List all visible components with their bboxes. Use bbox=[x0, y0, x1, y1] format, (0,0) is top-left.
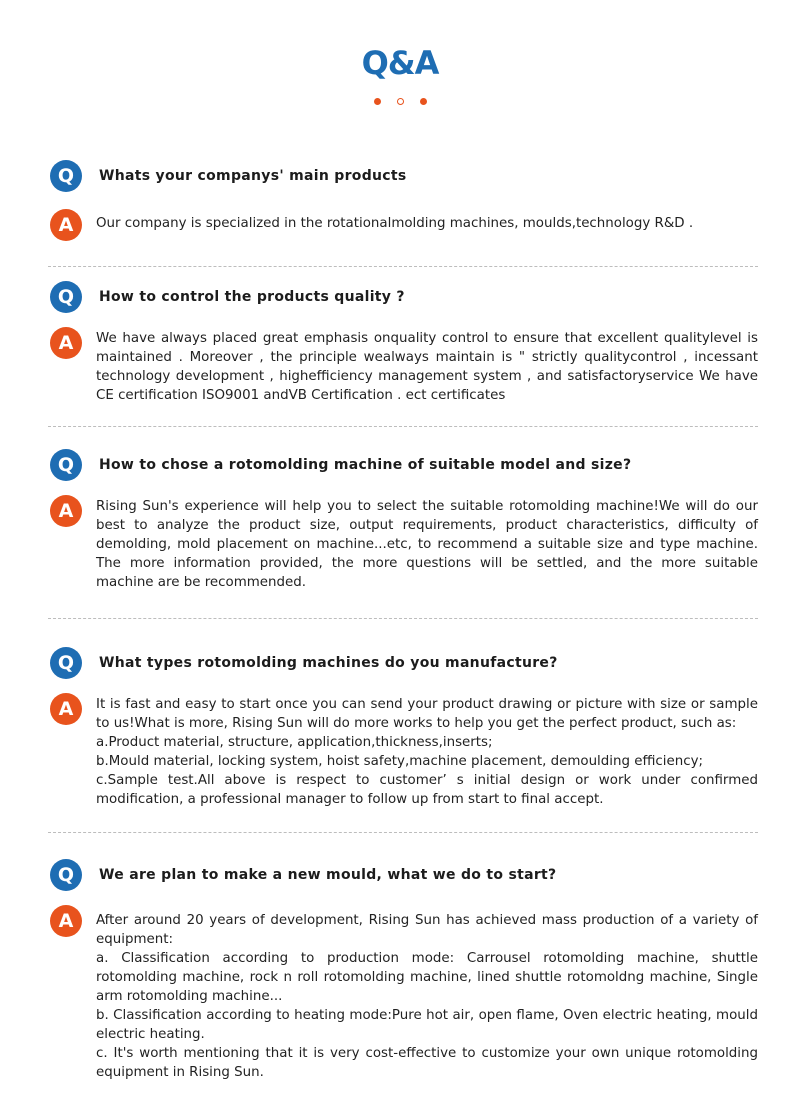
divider bbox=[48, 618, 758, 619]
dot-ring-center bbox=[397, 98, 404, 105]
answer-badge-icon: A bbox=[50, 905, 82, 937]
answer-line: We have always placed great emphasis onquality control to ensure that excellent qualitylevel is maintained . Moreover , the principle wealways maintain is " strictly qualitycontrol , incessant technology development , highefficiency management system , and satisfactoryservice We have CE certification ISO9001 andVB Certification . ect certificates bbox=[96, 331, 758, 403]
answer-badge-icon: A bbox=[50, 209, 82, 241]
divider bbox=[48, 266, 758, 267]
answer-badge-icon: A bbox=[50, 327, 82, 359]
answer-line: c.Sample test.All above is respect to customer’ s initial design or work under confirmed modification, a professional manager to follow up from start to final accept. bbox=[96, 773, 758, 807]
answer-line: After around 20 years of development, Rising Sun has achieved mass production of a variety of equipment: bbox=[96, 913, 758, 947]
answer-text bbox=[96, 911, 758, 1082]
divider bbox=[48, 426, 758, 427]
answer-badge-icon: A bbox=[50, 693, 82, 725]
answer-text bbox=[96, 329, 758, 405]
dot-filled-left bbox=[374, 98, 381, 105]
question-badge-icon: Q bbox=[50, 160, 82, 192]
question-badge-icon: Q bbox=[50, 449, 82, 481]
title-dots bbox=[0, 98, 800, 105]
question-text: What types rotomolding machines do you manufacture? bbox=[99, 655, 558, 671]
page-title: Q&A bbox=[361, 44, 439, 82]
answer-text bbox=[96, 695, 758, 809]
question-text: How to chose a rotomolding machine of suitable model and size? bbox=[99, 457, 632, 473]
answer-line: Our company is specialized in the rotationalmolding machines, moulds,technology R&D . bbox=[96, 216, 694, 231]
question-badge-icon: Q bbox=[50, 281, 82, 313]
question-badge-icon: Q bbox=[50, 647, 82, 679]
answer-line: a. Classification according to production mode: Carrousel rotomolding machine, shuttle rotomolding machine, rock n roll rotomolding machine, lined shuttle rotomoldng machine, Single arm rotomolding machine... bbox=[96, 951, 758, 1004]
answer-line: Rising Sun's experience will help you to select the suitable rotomolding machine!We will do our best to analyze the product size, output requirements, product characteristics, difficulty of demolding, mold placement on machine...etc, to recommend a suitable size and type machine. The more information provided, the more questions will be settled, and the more suitable machine are be recommended. bbox=[96, 499, 758, 590]
question-badge-icon: Q bbox=[50, 859, 82, 891]
divider bbox=[48, 832, 758, 833]
question-text: We are plan to make a new mould, what we do to start? bbox=[99, 867, 557, 883]
answer-text bbox=[96, 497, 758, 592]
answer-line: b.Mould material, locking system, hoist safety,machine placement, demoulding efficiency; bbox=[96, 754, 704, 769]
answer-line: a.Product material, structure, application,thickness,inserts; bbox=[96, 735, 493, 750]
answer-line: b. Classification according to heating mode:Pure hot air, open flame, Oven electric heating, mould electric heating. bbox=[96, 1008, 758, 1042]
answer-text bbox=[96, 214, 758, 233]
answer-line: c. It's worth mentioning that it is very cost-effective to customize your own unique rotomolding equipment in Rising Sun. bbox=[96, 1046, 758, 1080]
question-text: How to control the products quality ? bbox=[99, 289, 405, 305]
answer-badge-icon: A bbox=[50, 495, 82, 527]
dot-filled-right bbox=[420, 98, 427, 105]
question-text: Whats your companys' main products bbox=[99, 168, 407, 184]
answer-line: It is fast and easy to start once you can send your product drawing or picture with size or sample to us!What is more, Rising Sun will do more works to help you get the perfect product, such as: bbox=[96, 697, 758, 731]
